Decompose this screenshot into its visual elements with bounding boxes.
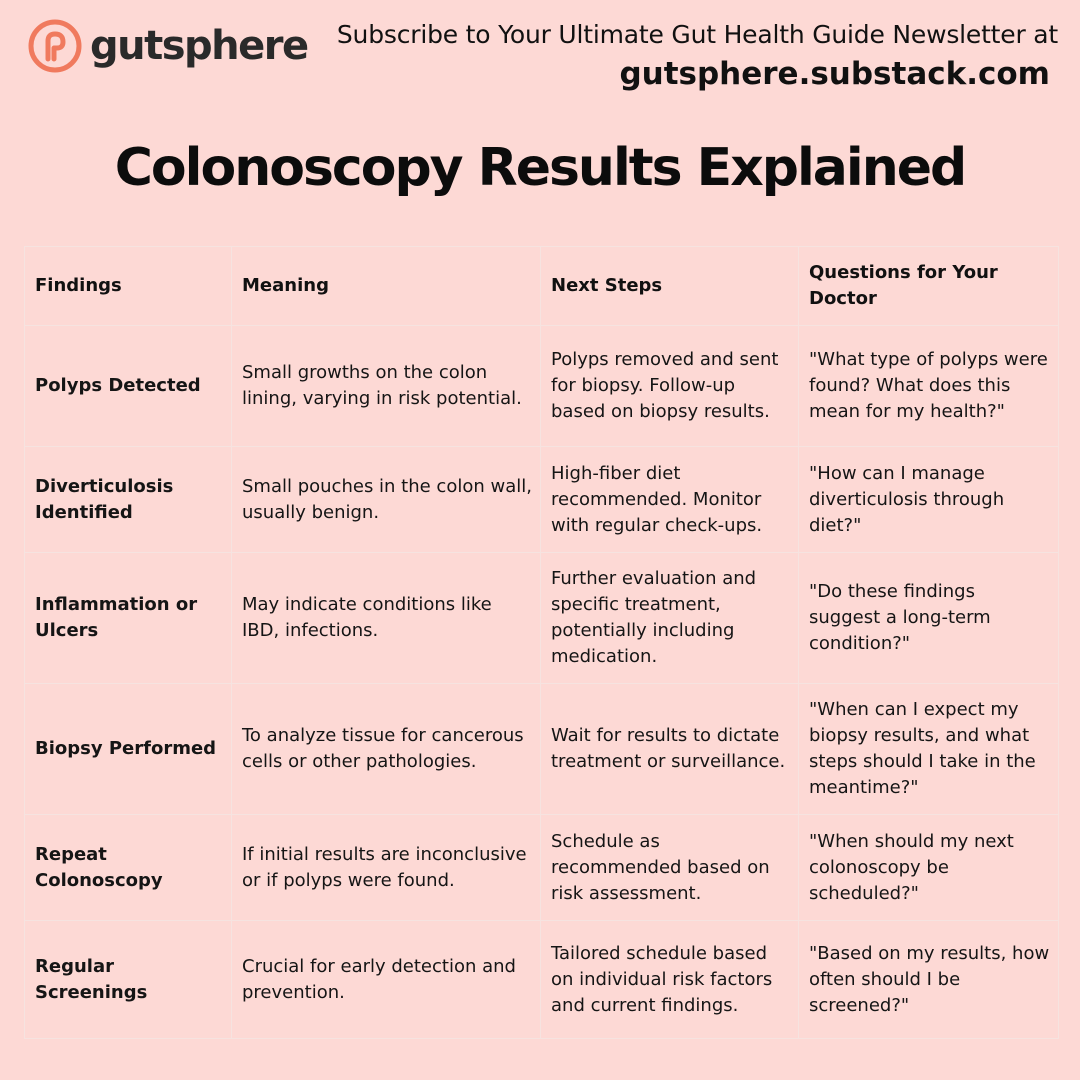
header-questions: Questions for Your Doctor <box>799 247 1059 326</box>
meaning-cell: Crucial for early detection and prevention. <box>232 921 541 1039</box>
question-cell: "Based on my results, how often should I be screened?" <box>799 921 1059 1039</box>
meaning-cell: Small growths on the colon lining, varying in risk potential. <box>232 326 541 447</box>
finding-cell: Inflammation or Ulcers <box>25 553 232 684</box>
brand-name: gutsphere <box>90 23 308 69</box>
finding-cell: Polyps Detected <box>25 326 232 447</box>
question-cell: "When can I expect my biopsy results, and what steps should I take in the meantime?" <box>799 684 1059 815</box>
question-cell: "How can I manage diverticulosis through diet?" <box>799 447 1059 553</box>
table-row <box>25 921 1059 1039</box>
next-steps-cell: Tailored schedule based on individual risk factors and current findings. <box>541 921 799 1039</box>
question-cell: "What type of polyps were found? What does this mean for my health?" <box>799 326 1059 447</box>
gut-icon <box>28 19 82 73</box>
brand-logo[interactable] <box>28 18 308 74</box>
next-steps-cell: Polyps removed and sent for biopsy. Follow-up based on biopsy results. <box>541 326 799 447</box>
question-cell: "Do these findings suggest a long-term condition?" <box>799 553 1059 684</box>
next-steps-cell: Further evaluation and specific treatment, potentially including medication. <box>541 553 799 684</box>
subscribe-banner <box>337 20 1058 93</box>
header <box>0 0 1080 120</box>
results-table <box>24 246 1059 1039</box>
meaning-cell: Small pouches in the colon wall, usually benign. <box>232 447 541 553</box>
finding-cell: Diverticulosis Identified <box>25 447 232 553</box>
header-meaning: Meaning <box>232 247 541 326</box>
finding-cell: Biopsy Performed <box>25 684 232 815</box>
next-steps-cell: High-fiber diet recommended. Monitor with regular check-ups. <box>541 447 799 553</box>
finding-cell: Regular Screenings <box>25 921 232 1039</box>
next-steps-cell: Wait for results to dictate treatment or surveillance. <box>541 684 799 815</box>
table-row <box>25 815 1059 921</box>
table-row <box>25 447 1059 553</box>
table-row <box>25 553 1059 684</box>
question-cell: "When should my next colonoscopy be scheduled?" <box>799 815 1059 921</box>
table-row <box>25 684 1059 815</box>
subscribe-text: Subscribe to Your Ultimate Gut Health Guide Newsletter at <box>336 20 1058 49</box>
table-row <box>25 326 1059 447</box>
meaning-cell: If initial results are inconclusive or if polyps were found. <box>232 815 541 921</box>
header-next-steps: Next Steps <box>541 247 799 326</box>
next-steps-cell: Schedule as recommended based on risk assessment. <box>541 815 799 921</box>
meaning-cell: May indicate conditions like IBD, infections. <box>232 553 541 684</box>
page-title: Colonoscopy Results Explained <box>114 138 966 198</box>
newsletter-link[interactable]: gutsphere.substack.com <box>619 56 1050 92</box>
meaning-cell: To analyze tissue for cancerous cells or other pathologies. <box>232 684 541 815</box>
table-header-row <box>25 247 1059 326</box>
finding-cell: Repeat Colonoscopy <box>25 815 232 921</box>
header-findings: Findings <box>25 247 232 326</box>
